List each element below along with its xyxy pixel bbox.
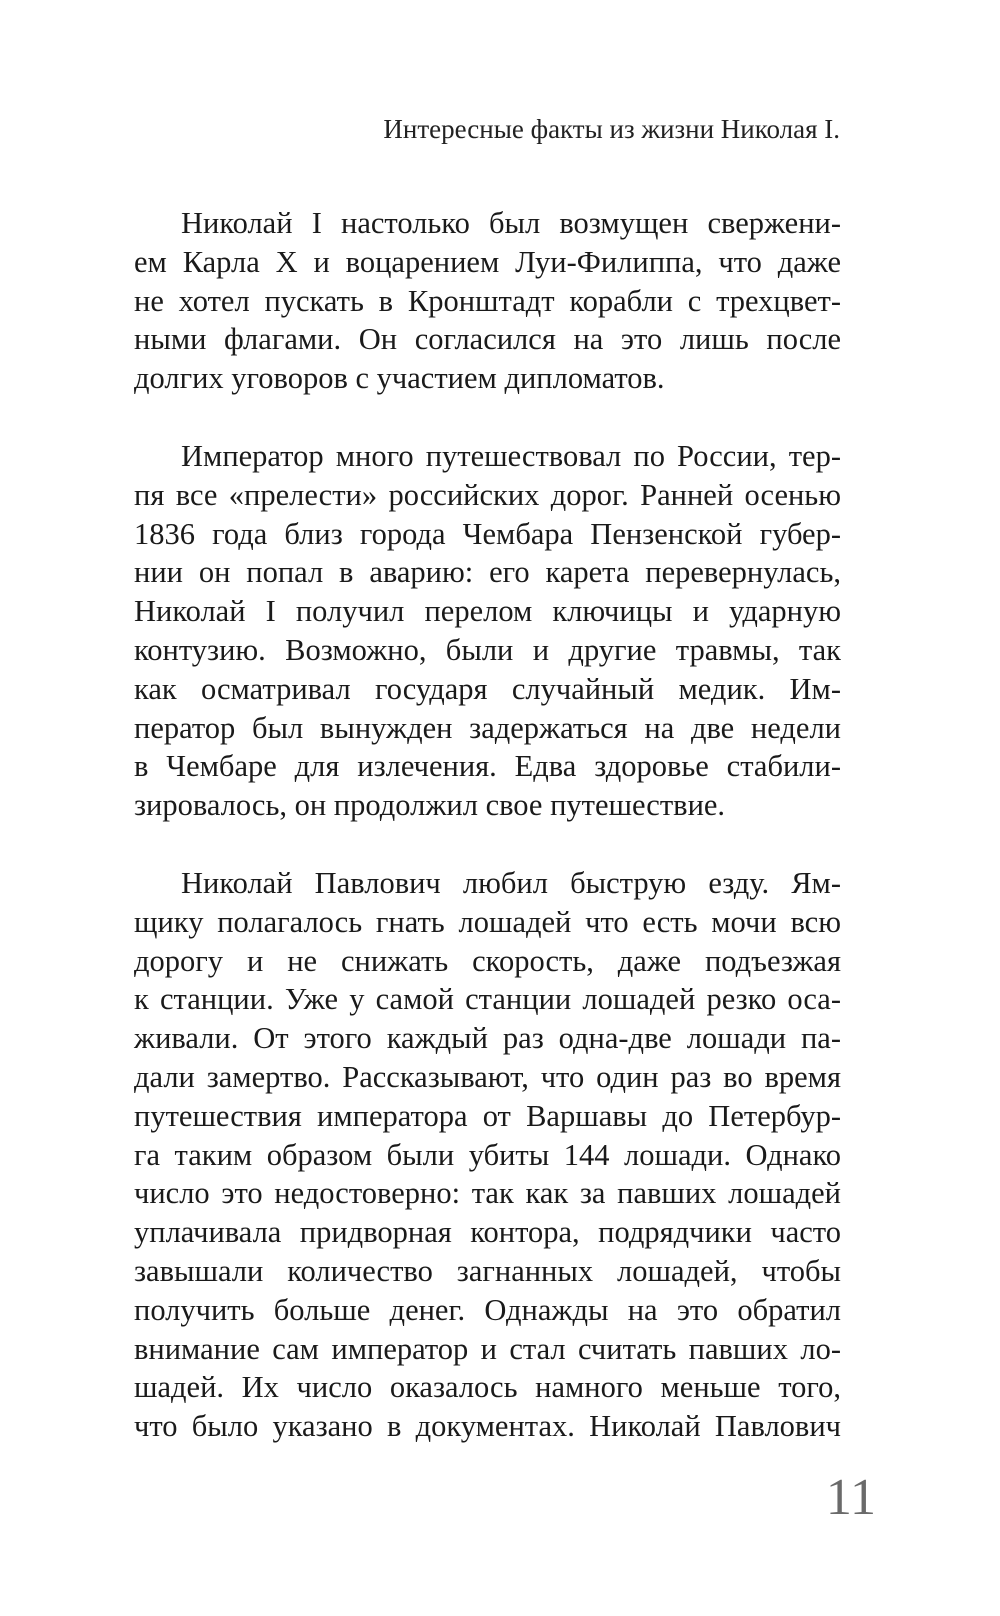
text-line: как осматривал государя случайный медик. Им- xyxy=(134,671,841,706)
text-line: долгих уговоров с участием дипломатов. xyxy=(134,361,665,396)
paragraph-2 xyxy=(134,437,841,825)
text-line: путешествия императора от Варшавы до Петербур- xyxy=(134,1098,841,1133)
text-line: завышали количество загнанных лошадей, чтобы xyxy=(134,1253,841,1288)
text-line: ем Карла X и воцарением Луи-Филиппа, что даже xyxy=(134,244,841,279)
text-line: ператор был вынужден задержаться на две недели xyxy=(134,710,841,745)
text-line: не хотел пускать в Кронштадт корабли с трехцвет- xyxy=(134,283,841,318)
paragraph-1 xyxy=(134,204,841,398)
text-line: ными флагами. Он согласился на это лишь после xyxy=(134,322,841,357)
running-header: Интересные факты из жизни Николая I. xyxy=(383,114,840,144)
text-line: уплачивала придворная контора, подрядчики часто xyxy=(134,1215,841,1250)
text-line: дали замертво. Рассказывают, что один раз во время xyxy=(134,1059,841,1094)
paragraph-3 xyxy=(134,864,841,1446)
text-line: Николай I настолько был возмущен свержени- xyxy=(181,206,841,240)
text-line: Император много путешествовал по России, тер- xyxy=(181,438,841,473)
text-line: га таким образом были убиты 144 лошади. Однако xyxy=(134,1137,841,1172)
text-line: пя все «прелести» российских дорог. Ранней осенью xyxy=(134,477,841,512)
text-line: получить больше денег. Однажды на это обратил xyxy=(134,1292,841,1327)
text-line: контузию. Возможно, были и другие травмы, так xyxy=(134,632,841,667)
text-line: внимание сам император и стал считать павших ло- xyxy=(134,1331,841,1366)
text-line: дорогу и не снижать скорость, даже подъезжая xyxy=(134,943,841,978)
text-line: Николай I получил перелом ключицы и ударную xyxy=(134,594,841,629)
text-line: живали. От этого каждый раз одна-две лошади па- xyxy=(134,1021,841,1056)
text-line: что было указано в документах. Николай Павлович xyxy=(134,1409,841,1444)
text-line: к станции. Уже у самой станции лошадей резко оса- xyxy=(134,982,841,1017)
text-line: в Чембаре для излечения. Едва здоровье стабили- xyxy=(134,749,841,784)
text-line: 1836 года близ города Чембара Пензенской губер- xyxy=(134,516,841,551)
text-line: щику полагалось гнать лошадей что есть мочи всю xyxy=(134,904,841,939)
text-line: число это недостоверно: так как за павших лошадей xyxy=(134,1176,841,1211)
text-line: нии он попал в аварию: его карета перевернулась, xyxy=(134,555,841,590)
body-text xyxy=(134,204,841,1485)
text-line: Николай Павлович любил быструю езду. Ям- xyxy=(181,865,841,900)
text-line: зировалось, он продолжил свое путешествие. xyxy=(134,788,726,823)
page-number: 11 xyxy=(825,1469,876,1526)
text-line: шадей. Их число оказалось намного меньше того, xyxy=(134,1370,841,1405)
